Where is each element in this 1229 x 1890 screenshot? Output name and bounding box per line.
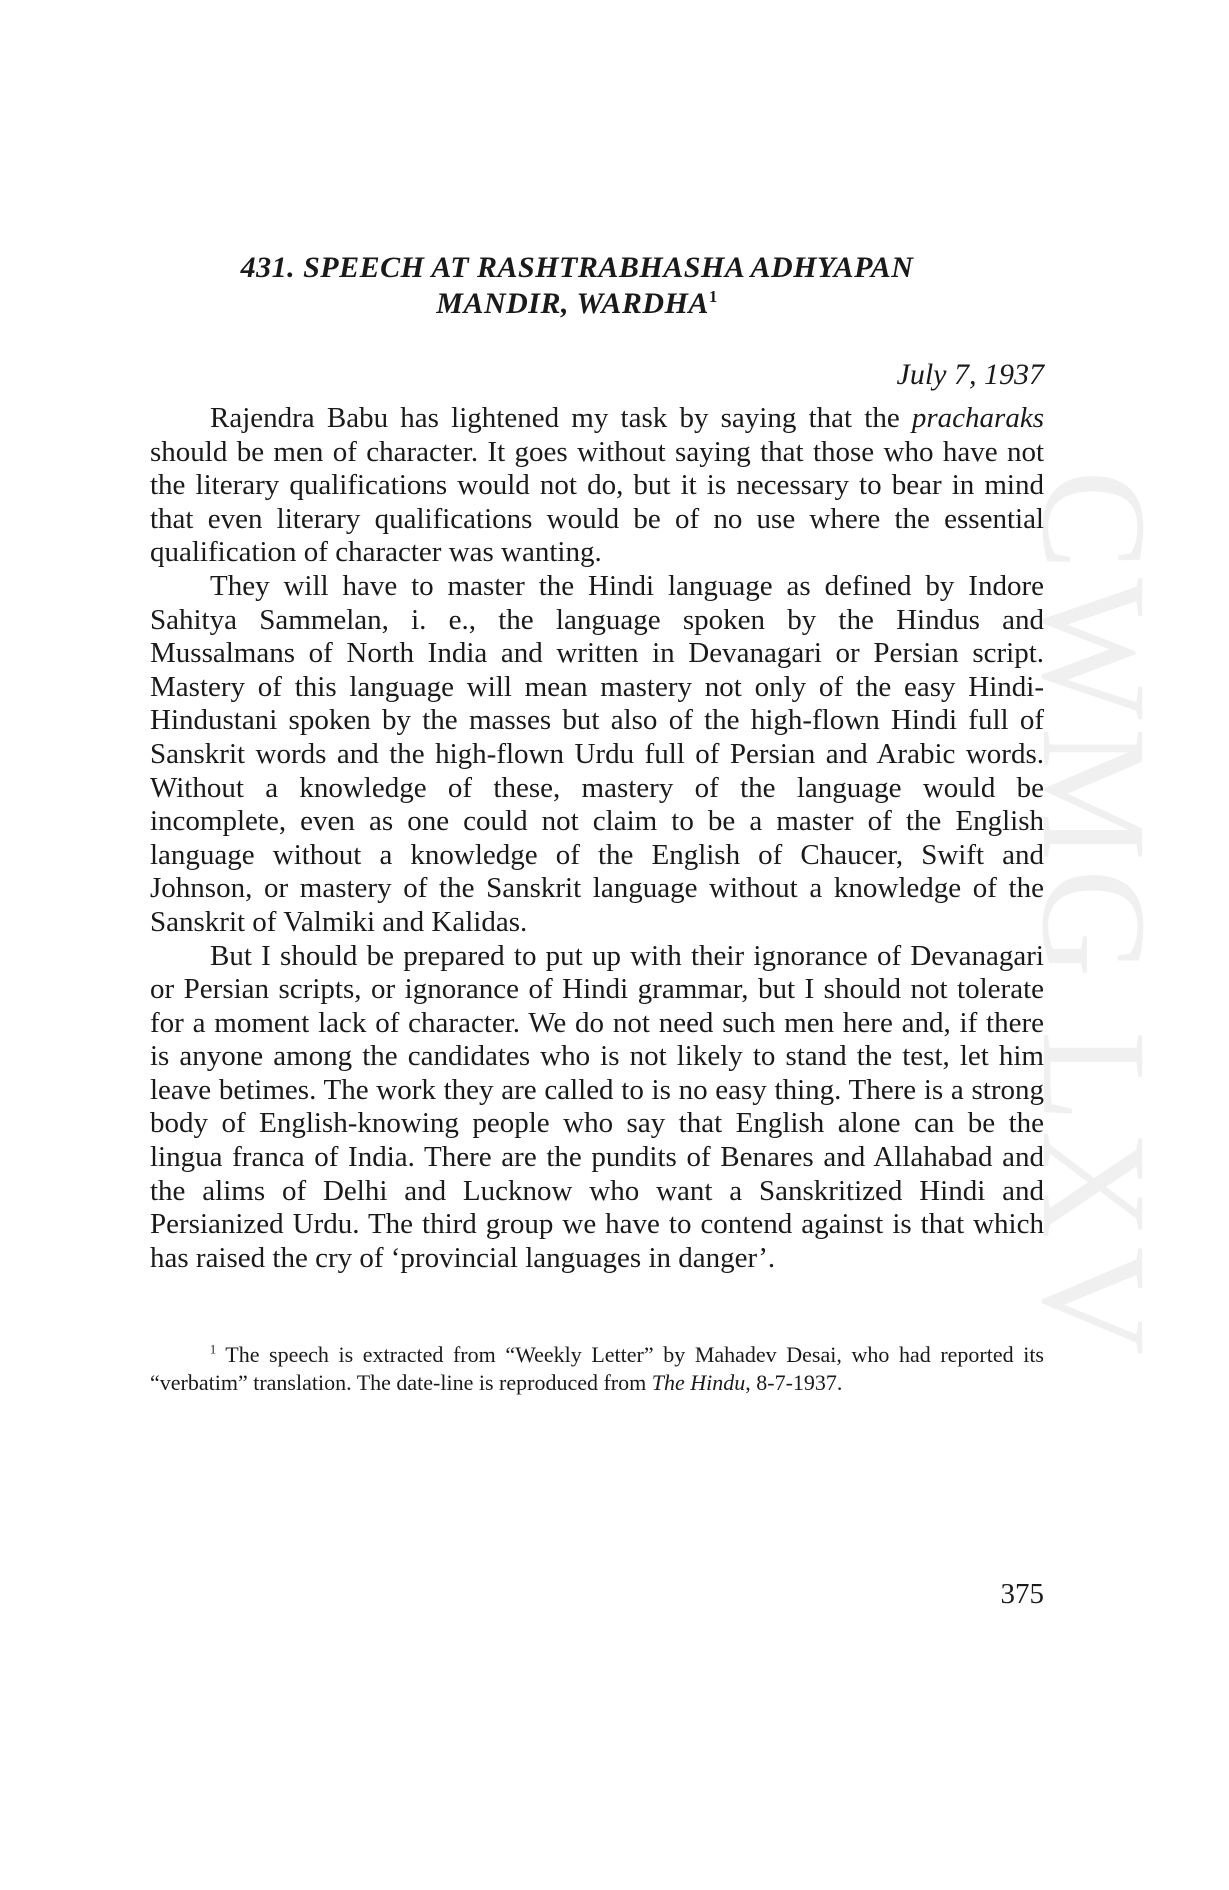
title-footnote-marker: 1 bbox=[708, 287, 718, 306]
paragraph-1-intro: Rajendra Babu has lightened my task by saying that the bbox=[210, 402, 900, 434]
page-content bbox=[150, 250, 1044, 1397]
footnote-date: , 8-7-1937. bbox=[745, 1370, 843, 1396]
paragraph-1-rest: should be men of character. It goes without saying that those who have not the literary qualifications would not do, but it is necessary to bear in mind that even literary qualifications would be of no use where the essential qualification of character was wanting. bbox=[150, 435, 1044, 569]
document-title bbox=[150, 250, 1044, 322]
dateline: July 7, 1937 bbox=[896, 358, 1044, 391]
paragraph-1 bbox=[150, 402, 1044, 570]
paragraph-2: They will have to master the Hindi language as defined by Indore Sahitya Sammelan, i. e., the language spoken by the Hindus and Mussalmans of North India and written in Devanagari or Persian script. Mastery of this language will mean mastery not only of the easy Hindi-Hindustani spoken by the masses but also of the high-flown Hindi full of Sanskrit words and the high-flown Urdu full of Persian and Arabic words. Without a knowledge of these, mastery of the language would be incomplete, even as one could not claim to be a master of the English language without a knowledge of the English of Chaucer, Swift and Johnson, or mastery of the Sanskrit language without a knowledge of the Sanskrit of Valmiki and Kalidas. bbox=[150, 569, 1044, 938]
footnote bbox=[150, 1341, 1044, 1397]
footnote-text: The speech is extracted from “Weekly Letter” by Mahadev Desai, who had reported its “verbatim” translation. The date-line is reproduced from bbox=[150, 1342, 1044, 1396]
footnote-source: The Hindu bbox=[651, 1370, 746, 1396]
title-line-2: MANDIR, WARDHA bbox=[436, 287, 709, 320]
footnote-marker: 1 bbox=[210, 1343, 217, 1358]
watermark bbox=[1011, 470, 1180, 1420]
watermark-text: CWMG LXV bbox=[1011, 470, 1177, 1364]
paragraph-3: But I should be prepared to put up with their ignorance of Devanagari or Persian scripts, or ignorance of Hindi grammar, but I should not tolerate for a moment lack of character. We do not need such men here and, if there is anyone among the candidates who is not likely to stand the test, let him leave betimes. The work they are called to is no easy thing. There is a strong body of English-knowing people who say that English alone can be the lingua franca of India. There are the pundits of Benares and Allahabad and the alims of Delhi and Lucknow who want a Sanskritized Hindi and Persianized Urdu. The third group we have to contend against is that which has raised the cry of ‘provincial languages in danger’. bbox=[150, 939, 1044, 1274]
paragraph-1-term: pracharaks bbox=[911, 402, 1044, 434]
page-number: 375 bbox=[1000, 1578, 1044, 1610]
speech-body bbox=[150, 402, 1044, 1275]
title-line-1: 431. SPEECH AT RASHTRABHASHA ADHYAPAN bbox=[240, 251, 914, 284]
